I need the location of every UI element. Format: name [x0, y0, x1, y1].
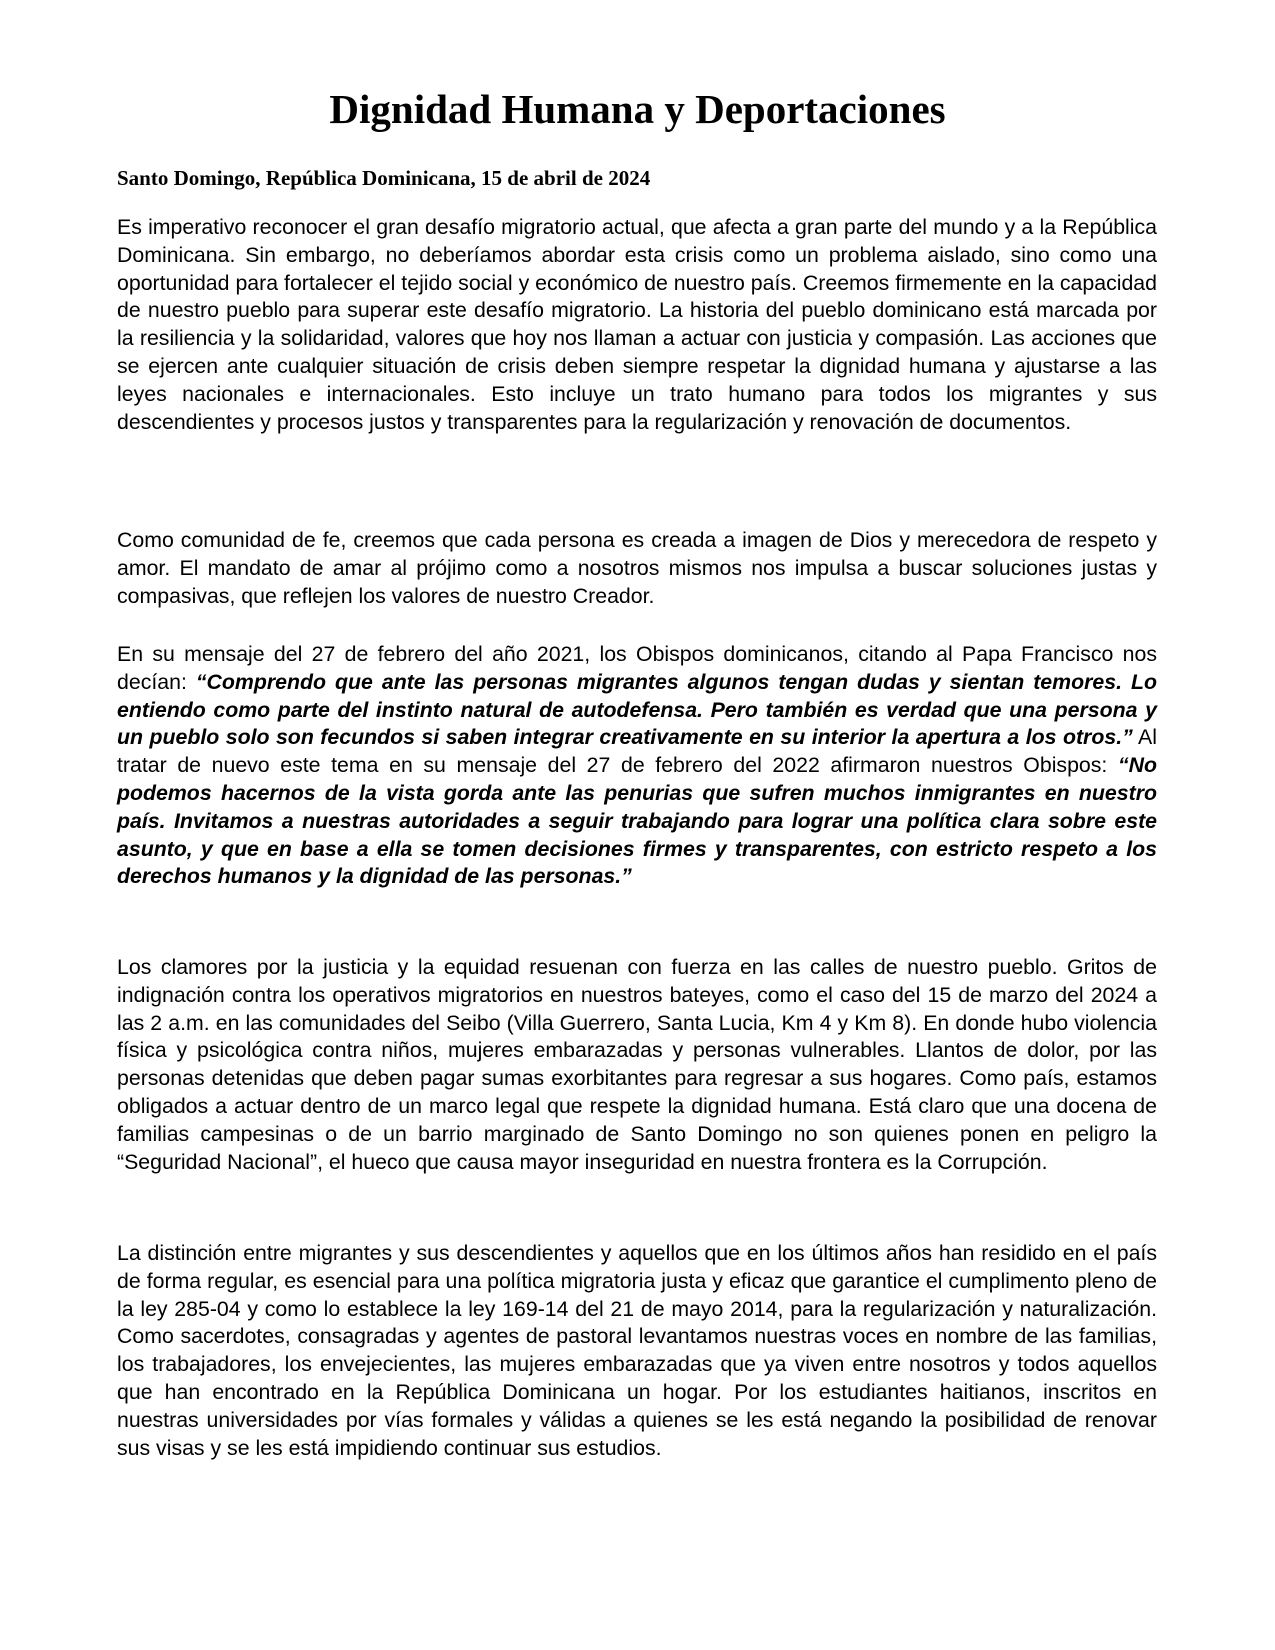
bishops-intro-text: En su mensaje del 27 de febrero del año 2021, los Obispos dominicanos, citando al Papa Francisco nos decían:	[117, 642, 1157, 694]
paragraph-distincion: La distinción entre migrantes y sus descendientes y aquellos que en los últimos años han residido en el país de forma regular, es esencial para una política migratoria justa y eficaz que garantice el cumplimento pleno de la ley 285-04 y como lo establece la ley 169-14 del 21 de mayo 2014, para la regularización y naturalización. Como sacerdotes, consagradas y agentes de pastoral levantamos nuestras voces en nombre de las familias, los trabajadores, los envejecientes, las mujeres embarazadas que ya viven entre nosotros y todos aquellos que han encontrado en la República Dominicana un hogar. Por los estudiantes haitianos, inscritos en nuestras universidades por vías formales y válidas a quienes se les está negando la posibilidad de renovar sus visas y se les está impidiendo continuar sus estudios.	[117, 1241, 1157, 1460]
paragraph-faith: Como comunidad de fe, creemos que cada persona es creada a imagen de Dios y merecedora de respeto y amor. El mandato de amar al prójimo como a nosotros mismos nos impulsa a buscar soluciones justas y compasivas, que reflejen los valores de nuestro Creador.	[117, 528, 1157, 608]
bishops-quote-2021: “Comprendo que ante las personas migrantes algunos tengan dudas y sientan temores. Lo entiendo como parte del instinto natural de autodefensa. Pero también es verdad que una persona y un pueblo solo son fecundos si saben integrar creativamente en su interior la apertura a los otros.”	[117, 669, 1157, 750]
paragraph-bishops	[117, 641, 1157, 891]
bishops-middle-text: Al tratar de nuevo este tema en su mensaje del 27 de febrero del 2022 afirmaron nuestros Obispos:	[117, 725, 1157, 778]
dateline: Santo Domingo, República Dominicana, 15 de abril de 2024	[117, 166, 651, 190]
paragraph-intro: Es imperativo reconocer el gran desafío migratorio actual, que afecta a gran parte del mundo y a la República Dominicana. Sin embargo, no deberíamos abordar esta crisis como un problema aislado, sino como una oportunidad para fortalecer el tejido social y económico de nuestro país. Creemos firmemente en la capacidad de nuestro pueblo para superar este desafío migratorio. La historia del pueblo dominicano está marcada por la resiliencia y la solidaridad, valores que hoy nos llaman a actuar con justicia y compasión. Las acciones que se ejercen ante cualquier situación de crisis deben siempre respetar la dignidad humana y ajustarse a las leyes nacionales e internacionales. Esto incluye un trato humano para todos los migrantes y sus descendientes y procesos justos y transparentes para la regularización y renovación de documentos.	[117, 215, 1157, 434]
document-title: Dignidad Humana y Deportaciones	[329, 86, 946, 132]
bishops-quote-2022: “No podemos hacernos de la vista gorda ante las penurias que sufren muchos inmigrantes en nuestro país. Invitamos a nuestras autoridades a seguir trabajando para lograr una política clara sobre este asunto, y que en base a ella se tomen decisiones firmes y transparentes, con estricto respeto a los derechos humanos y la dignidad de las personas.”	[117, 753, 1157, 889]
paragraph-clamores: Los clamores por la justicia y la equidad resuenan con fuerza en las calles de nuestro pueblo. Gritos de indignación contra los operativos migratorios en nuestros bateyes, como el caso del 15 de marzo del 2024 a las 2 a.m. en las comunidades del Seibo (Villa Guerrero, Santa Lucia, Km 4 y Km 8). En donde hubo violencia física y psicológica contra niños, mujeres embarazadas y personas vulnerables. Llantos de dolor, por las personas detenidas que deben pagar sumas exorbitantes para regresar a sus hogares. Como país, estamos obligados a actuar dentro de un marco legal que respete la dignidad humana. Está claro que una docena de familias campesinas o de un barrio marginado de Santo Domingo no son quienes ponen en peligro la “Seguridad Nacional”, el hueco que causa mayor inseguridad en nuestra frontera es la Corrupción.	[117, 955, 1157, 1174]
